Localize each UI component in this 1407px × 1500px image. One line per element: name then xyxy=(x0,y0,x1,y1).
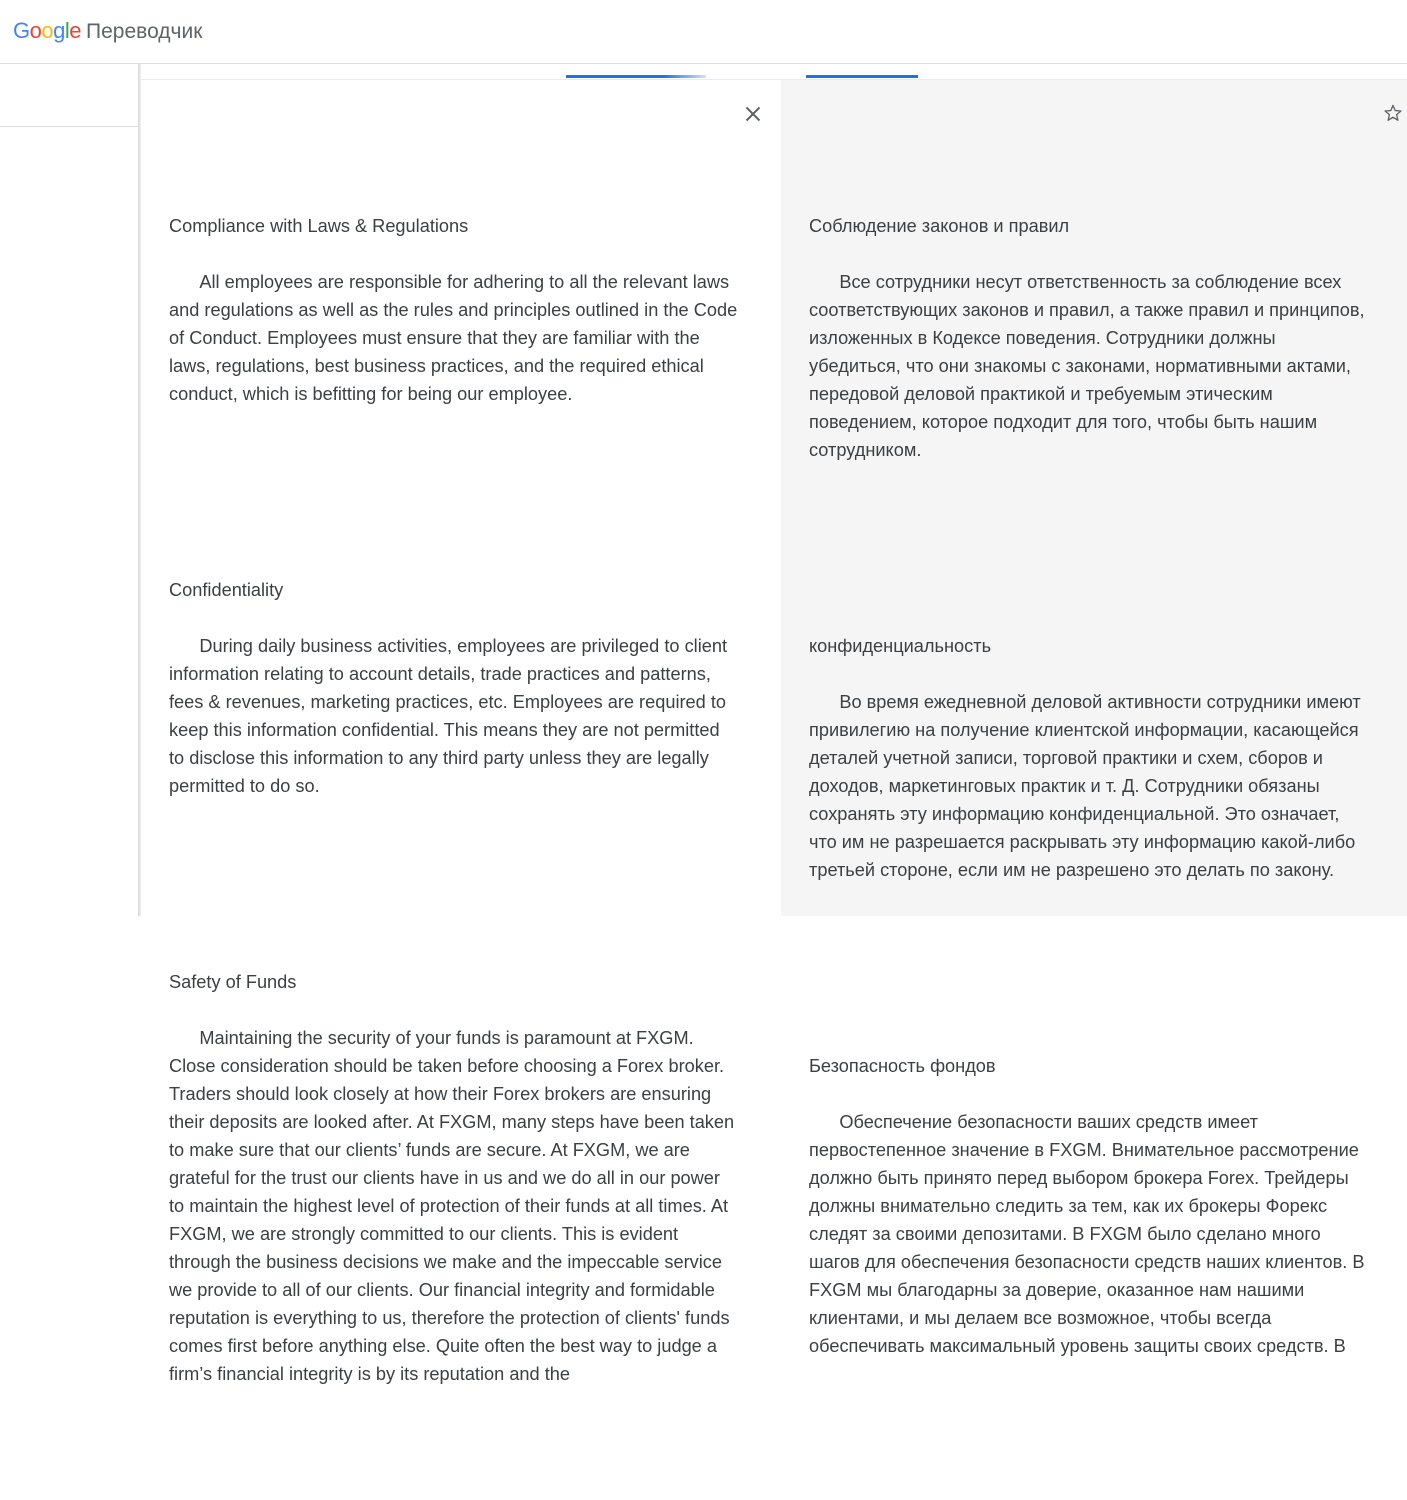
logo-letter: o xyxy=(29,18,42,43)
save-translation-button[interactable] xyxy=(1381,101,1405,125)
translation-paragraph xyxy=(809,156,1369,492)
gutter-divider xyxy=(0,126,140,127)
logo-letter: l xyxy=(64,18,70,43)
translation-paragraph xyxy=(809,576,1369,912)
close-icon xyxy=(745,106,761,122)
logo-letter: o xyxy=(41,18,54,43)
source-paragraph-body: During daily business activities, employees are privileged to client information relating to account details, trade practices and patterns, fees & revenues, marketing practices, etc. Employees are required to keep this information confidential. This means they are not permitted to disclose this information to any third party unless they are legally permitted to do so. xyxy=(169,636,733,796)
product-name: Переводчик xyxy=(86,20,203,43)
translation-paragraph-title: конфиденциальность xyxy=(809,636,992,656)
google-translate-logo[interactable] xyxy=(13,18,202,46)
google-wordmark xyxy=(13,18,81,44)
app-header xyxy=(0,0,1407,64)
left-gutter xyxy=(0,64,140,916)
logo-letter: g xyxy=(53,18,65,43)
source-paragraph-title: Compliance with Laws & Regulations xyxy=(169,216,469,236)
translation-paragraph-body: Все сотрудники несут ответственность за соблюдение всех соответствующих законов и правил, а также правил и принципов, изложенных в Кодексе поведения. Сотрудники должны убедиться, что они знакомы с законами, нормативными актами, передовой деловой практикой и требуемым этическим поведением, которое подходит для того, чтобы быть нашим сотрудником. xyxy=(809,272,1370,460)
source-paragraph-body: Maintaining the security of your funds is paramount at FXGM. Close consideration should be taken before choosing a Forex broker. Traders should look closely at how their Forex brokers are ensuring their deposits are looked after. At FXGM, many steps have been taken to make sure that our clients’ funds are secure. At FXGM, we are grateful for the trust our clients have in us and we do all in our power to maintain the highest level of protection of their funds at all times. At FXGM, we are strongly committed to our clients. This is evident through the business decisions we make and the impeccable service we provide to all of our clients. Our financial integrity and formidable reputation is everything to us, therefore the protection of clients' funds comes first before anything else. Quite often the best way to judge a firm’s financial integrity is by its reputation and the xyxy=(169,1028,740,1384)
source-paragraph xyxy=(169,156,743,436)
logo-letter: e xyxy=(69,18,82,43)
translation-text xyxy=(809,100,1369,1472)
star-icon xyxy=(1383,103,1403,123)
translation-paragraph-title: Безопасность фондов xyxy=(809,1056,996,1076)
logo-letter: G xyxy=(13,18,30,43)
source-paragraph-title: Confidentiality xyxy=(169,580,284,600)
source-paragraph xyxy=(169,520,739,828)
translation-paragraph-body: Во время ежедневной деловой активности сотрудники имеют привилегию на получение клиентской информации, касающейся деталей учетной записи, торговой практики и схем, сборов и доходов, маркетинговых практик и т. Д. Сотрудники обязаны сохранять эту информацию конфиденциальной. Это означает, что им не разрешается раскрывать эту информацию какой-либо третьей стороне, если им не разрешено это делать по закону. xyxy=(809,692,1366,880)
target-language-tab-indicator[interactable] xyxy=(806,75,918,78)
translation-paragraph-body: Обеспечение безопасности ваших средств имеет первостепенное значение в FXGM. Внимательное рассмотрение должно быть принято перед выбором брокера Forex. Трейдеры должны внимательно следить за тем, как их брокеры Форекс следят за своими депозитами. В FXGM было сделано много шагов для обеспечения безопасности средств наших клиентов. В FXGM мы благодарны за доверие, оказанное нам нашими клиентами, и мы делаем все возможное, чтобы всегда обеспечивать максимальный уровень защиты своих средств. В xyxy=(809,1112,1370,1356)
clear-source-button[interactable] xyxy=(741,102,765,126)
source-paragraph xyxy=(169,912,739,1416)
source-paragraph-body: All employees are responsible for adhering to all the relevant laws and regulations as well as the rules and principles outlined in the Code of Conduct. Employees must ensure that they are familiar with the laws, regulations, best business practices, and the required ethical conduct, which is befitting for being our employee. xyxy=(169,272,743,404)
source-text-panel[interactable] xyxy=(141,80,781,1384)
translation-panel xyxy=(781,80,1407,1356)
source-paragraph-title: Safety of Funds xyxy=(169,972,297,992)
language-bar xyxy=(141,64,1407,80)
translation-paragraph xyxy=(809,996,1369,1388)
translation-paragraph-title: Соблюдение законов и правил xyxy=(809,216,1070,236)
source-language-tab-indicator[interactable] xyxy=(566,75,706,78)
source-textarea[interactable] xyxy=(169,100,743,1500)
